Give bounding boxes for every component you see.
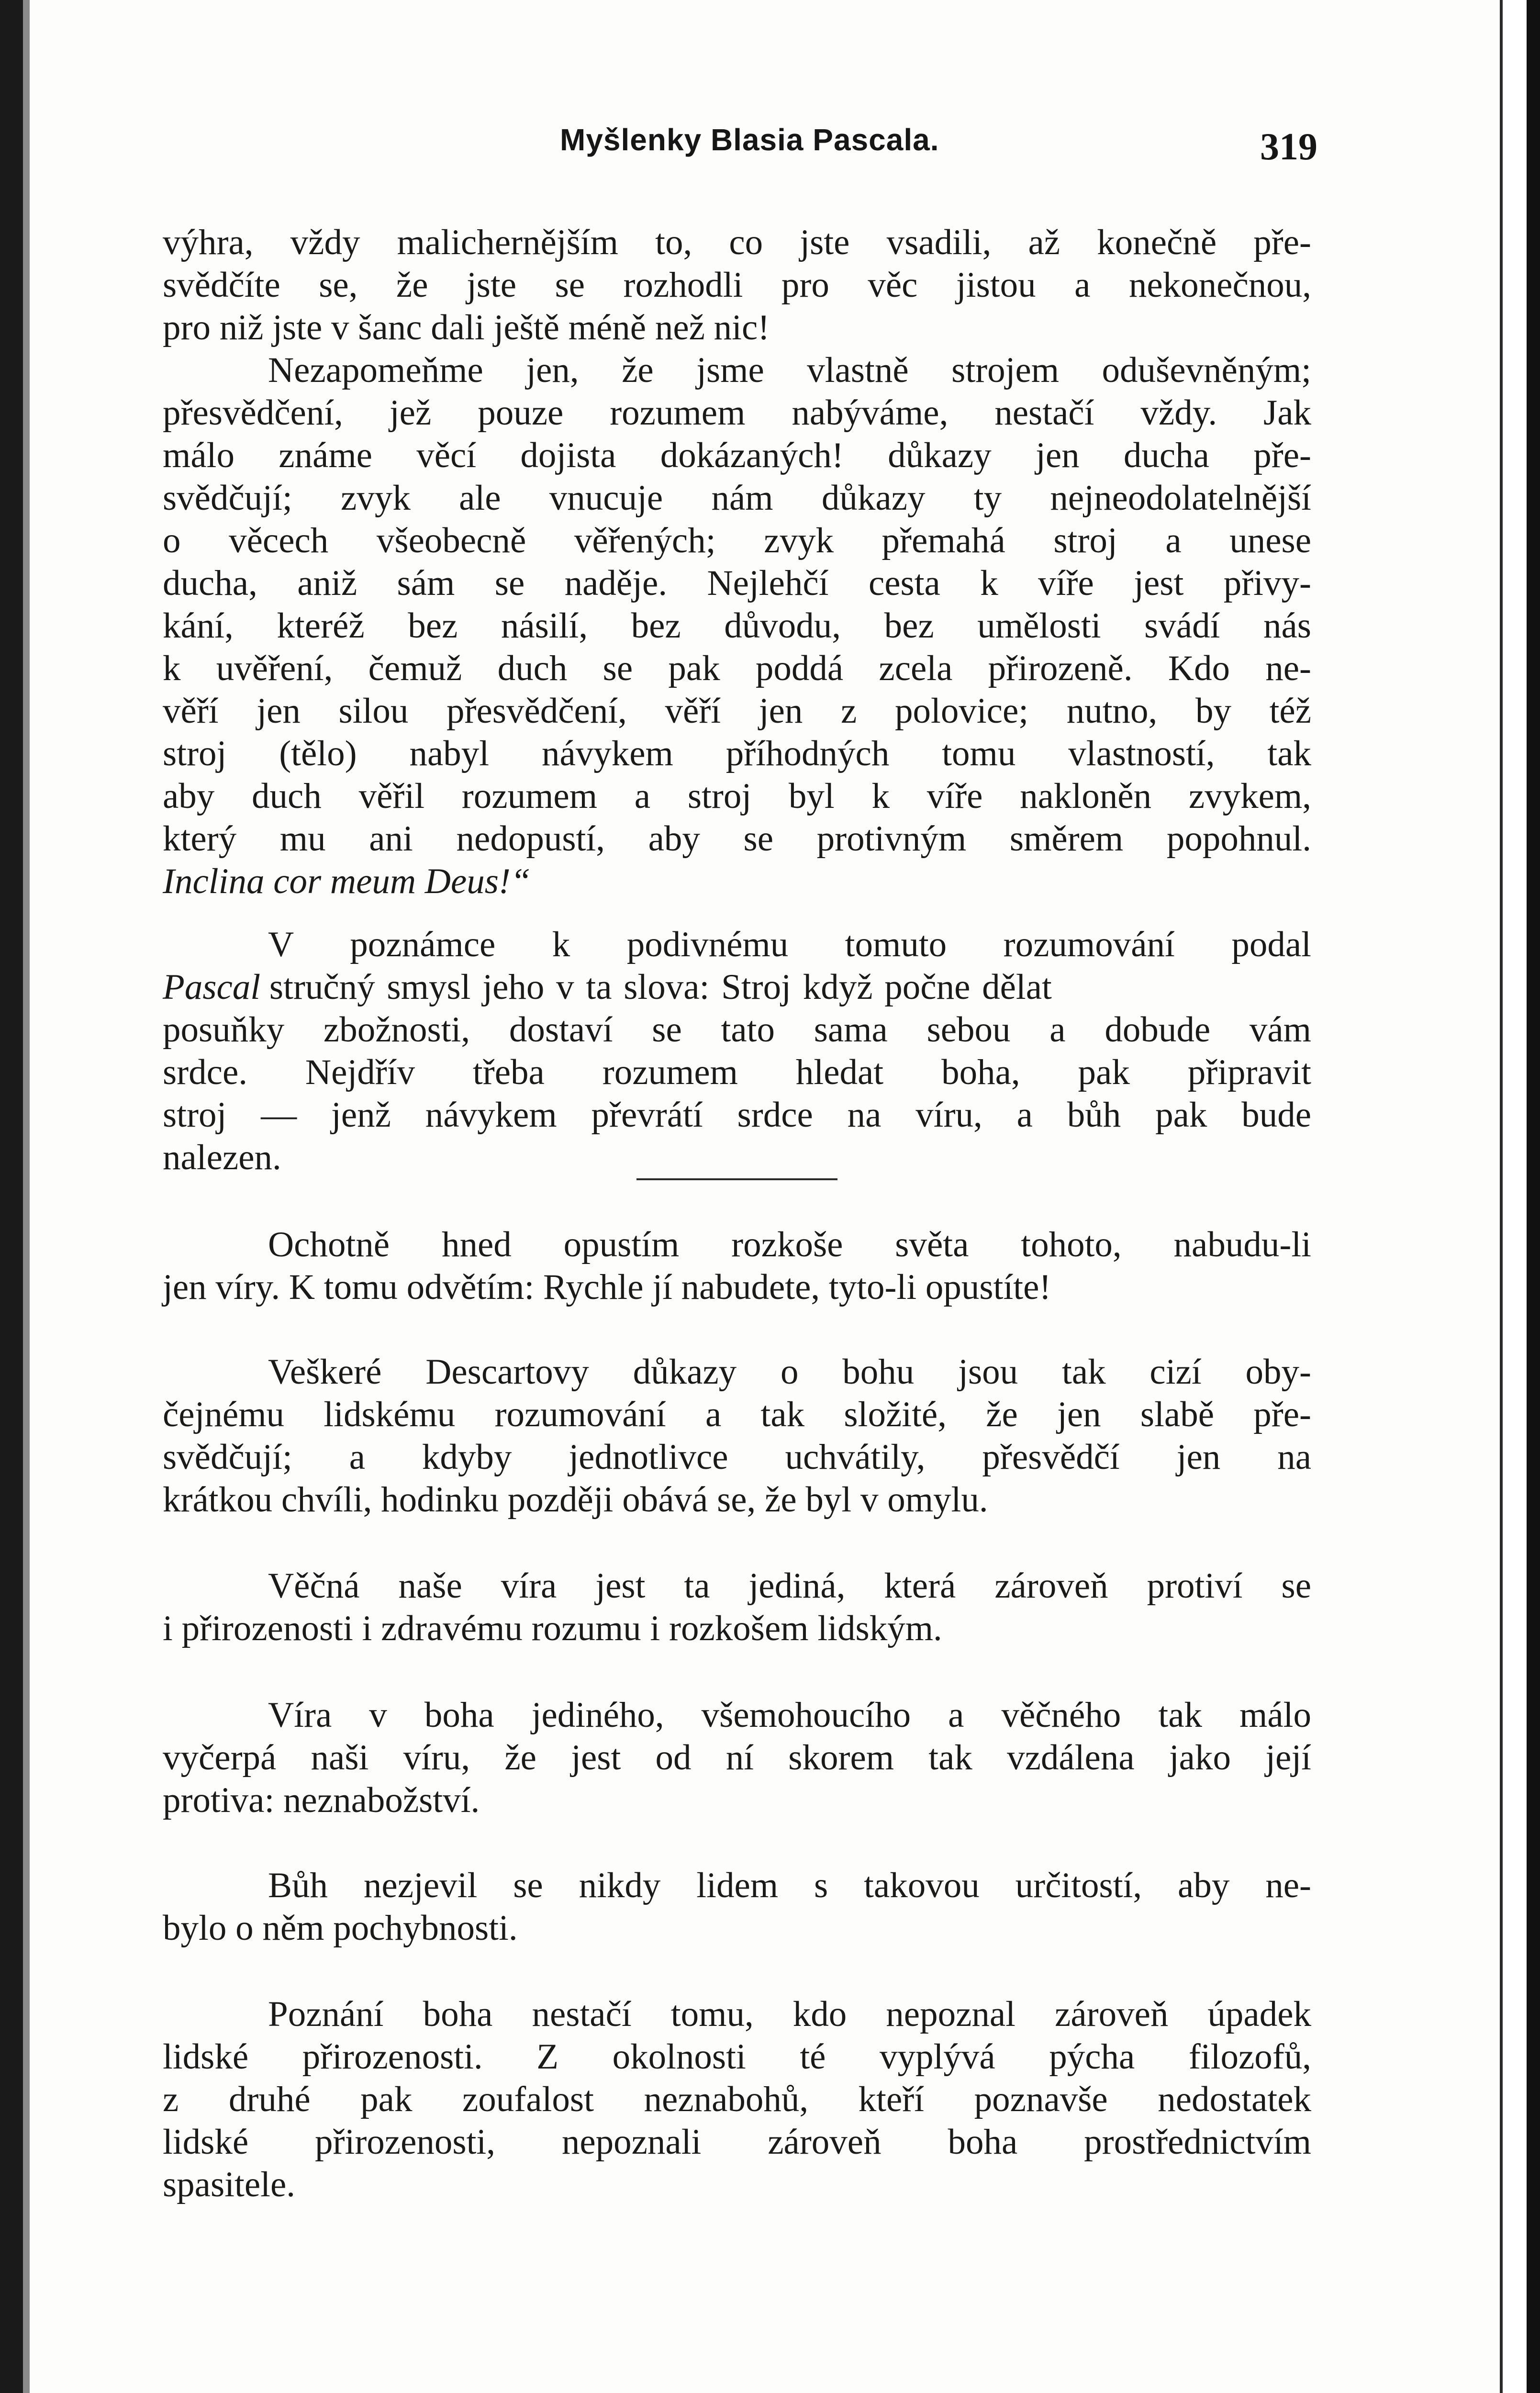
text-line: k uvěření, čemuž duch se pak poddá zcela přirozeně. Kdo ne- — [163, 649, 1311, 688]
text-line: svědčují; a kdyby jednotlivce uchvátily, přesvědčí jen na — [163, 1437, 1311, 1477]
text-line: bylo o něm pochybnosti. — [163, 1908, 518, 1948]
text-line: protiva: neznabožství. — [163, 1780, 480, 1820]
text-line: Nezapomeňme jen, že jsme vlastně strojem oduševněným; — [268, 350, 1311, 390]
text-line: lidské přirozenosti, nepoznali zároveň boha prostřednictvím — [163, 2122, 1311, 2162]
text-line: ducha, aniž sám se naděje. Nejlehčí cesta k víře jest přivy- — [163, 563, 1311, 603]
text-line: krátkou chvíli, hodinku později obává se, že byl v omylu. — [163, 1480, 988, 1520]
section-separator — [636, 1178, 837, 1180]
text-line: svědčíte se, že jste se rozhodli pro věc jistou a nekonečnou, — [163, 265, 1311, 305]
text-line: kání, kteréž bez násilí, bez důvodu, bez umělosti svádí nás — [163, 606, 1311, 646]
text-line: Ochotně hned opustím rozkoše světa tohoto, nabudu-li — [268, 1225, 1311, 1264]
text-line: málo známe věcí dojista dokázaných! důkazy jen ducha pře- — [163, 436, 1311, 475]
text-line: jen víry. K tomu odvětím: Rychle jí nabudete, tyto-li opustíte! — [163, 1267, 1051, 1307]
text-line: Víra v boha jediného, všemohoucího a věčného tak málo — [268, 1695, 1311, 1735]
paragraph-3 — [163, 1223, 1311, 1308]
paragraph-2 — [163, 923, 1311, 1179]
text-line: spasitele. — [163, 2165, 296, 2204]
text-line: z druhé pak zoufalost neznabohů, kteří poznavše nedostatek — [163, 2080, 1311, 2119]
text-line: Věčná naše víra jest ta jediná, která zároveň protiví se — [268, 1566, 1311, 1606]
text-line: věří jen silou přesvědčení, věří jen z polovice; nutno, by též — [163, 691, 1311, 731]
text-line: Poznání boha nestačí tomu, kdo nepoznal zároveň úpadek — [268, 1994, 1311, 2034]
text-line: o věcech všeobecně věřených; zvyk přemahá stroj a unese — [163, 521, 1311, 560]
text-line: stroj (tělo) nabyl návykem příhodných tomu vlastností, tak — [163, 734, 1311, 773]
text-line: lidské přirozenosti. Z okolnosti té vyplývá pýcha filozofů, — [163, 2037, 1311, 2077]
text-line: Bůh nezjevil se nikdy lidem s takovou určitostí, aby ne- — [268, 1866, 1311, 1905]
paragraph-6 — [163, 1694, 1311, 1822]
text-line: i přirozenosti i zdravému rozumu i rozkošem lidským. — [163, 1609, 942, 1648]
text-line: výhra, vždy malichernějším to, co jste vsadili, až konečně pře- — [163, 223, 1311, 262]
text-run: stručný smysl jeho v ta slova: Stroj když počne dělat — [269, 967, 1052, 1007]
paragraph-5 — [163, 1565, 1311, 1650]
scan-edge-right — [1527, 0, 1540, 2393]
text-line: stroj — jenž návykem převrátí srdce na víru, a bůh pak bude — [163, 1095, 1311, 1135]
paragraph-1 — [163, 221, 1311, 903]
paragraph-4 — [163, 1351, 1311, 1521]
scan-edge-right-margin — [1503, 0, 1527, 2393]
text-line: posuňky zbožnosti, dostaví se tato sama sebou a dobude vám — [163, 1010, 1311, 1050]
text-line-italic: Inclina cor meum Deus!“ — [163, 861, 531, 901]
scan-edge-left — [0, 0, 23, 2393]
text-line: čejnému lidskému rozumování a tak složité, že jen slabě pře- — [163, 1395, 1311, 1434]
text-line: aby duch věřil rozumem a stroj byl k víře nakloněn zvykem, — [163, 776, 1311, 816]
text-line: nalezen. — [163, 1138, 281, 1177]
text-line: srdce. Nejdřív třeba rozumem hledat boha, pak připravit — [163, 1052, 1311, 1092]
text-line: pro niž jste v šanc dali ještě méně než nic! — [163, 308, 770, 347]
paragraph-8 — [163, 1993, 1311, 2206]
text-line: V poznámce k podivnému tomuto rozumování podal — [268, 925, 1311, 964]
page-number: 319 — [1260, 126, 1317, 168]
text-line: svědčují; zvyk ale vnucuje nám důkazy ty nejneodolatelnější — [163, 478, 1311, 518]
text-line-mixed — [163, 966, 1311, 1008]
text-line: který mu ani nedopustí, aby se protivným směrem popohnul. — [163, 819, 1311, 859]
scan-edge-left-shadow — [23, 0, 30, 2393]
italic-name: Pascal — [163, 967, 261, 1007]
paragraph-7 — [163, 1864, 1311, 1949]
running-title: Myšlenky Blasia Pascala. — [560, 123, 939, 157]
text-line: Veškeré Descartovy důkazy o bohu jsou tak cizí oby- — [268, 1352, 1311, 1392]
text-line: vyčerpá naši víru, že jest od ní skorem tak vzdálena jako její — [163, 1738, 1311, 1778]
text-line: přesvědčení, jež pouze rozumem nabýváme, nestačí vždy. Jak — [163, 393, 1311, 433]
